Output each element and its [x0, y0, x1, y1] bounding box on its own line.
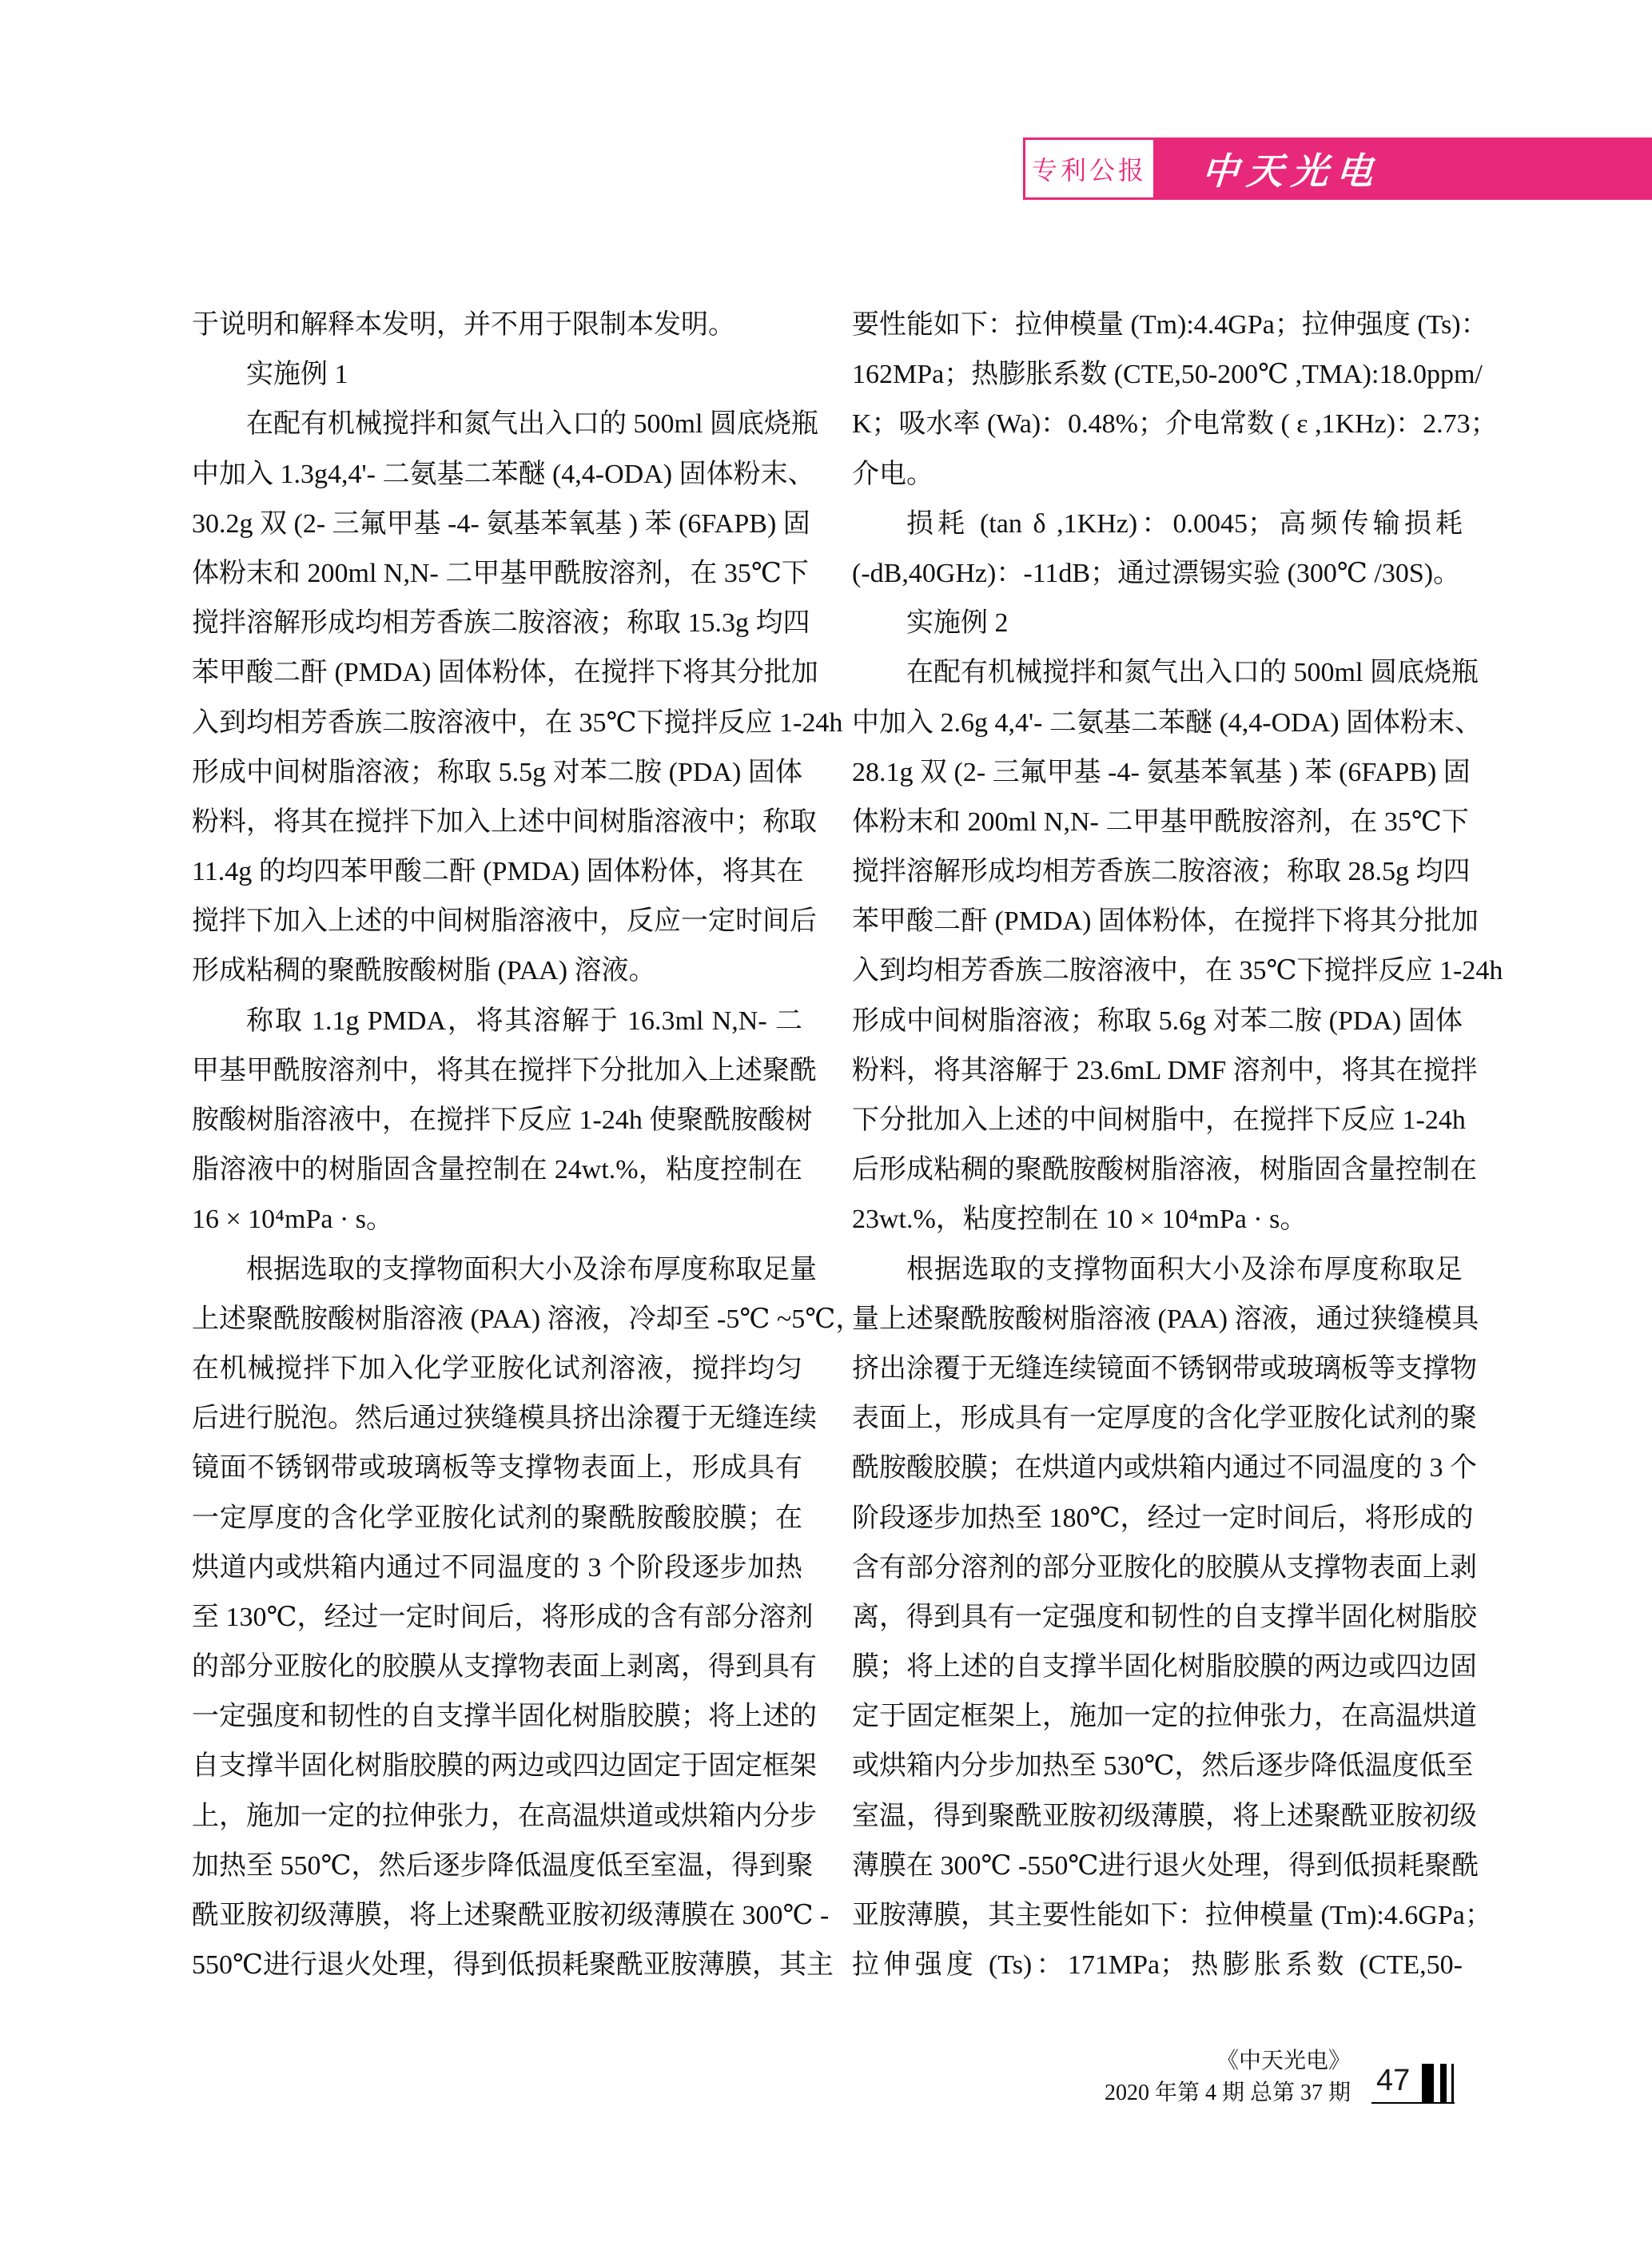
text-line: 162MPa；热膨胀系数 (CTE,50-200℃ ,TMA):18.0ppm/ [852, 360, 1483, 390]
text-line: 含有部分溶剂的部分亚胺化的胶膜从支撑物表面上剥 [852, 1552, 1477, 1583]
brand-bar [1156, 137, 1652, 200]
text-line: 上，施加一定的拉伸张力，在高温烘道或烘箱内分步 [192, 1801, 817, 1831]
text-line: 称取 1.1g PMDA，将其溶解于 16.3ml N,N- 二 [246, 1006, 802, 1036]
text-line: 后形成粘稠的聚酰胺酸树脂溶液，树脂固含量控制在 [852, 1155, 1477, 1185]
text-line: 实施例 1 [246, 360, 348, 390]
gazette-label: 专利公报 [1031, 156, 1147, 185]
text-line: 23wt.%，粘度控制在 10 × 10⁴mPa · s。 [852, 1205, 1308, 1235]
text-line: 实施例 2 [906, 608, 1009, 639]
text-line: 在配有机械搅拌和氮气出入口的 500ml 圆底烧瓶 [906, 658, 1479, 688]
text-line: 脂溶液中的树脂固含量控制在 24wt.%，粘度控制在 [192, 1155, 802, 1185]
text-line: 酰胺酸胶膜；在烘道内或烘箱内通过不同温度的 3 个 [852, 1453, 1477, 1483]
text-line: 胺酸树脂溶液中，在搅拌下反应 1-24h 使聚酰胺酸树 [192, 1105, 813, 1135]
text-line: 粉料，将其在搅拌下加入上述中间树脂溶液中；称取 [192, 806, 817, 837]
text-line: 体粉末和 200ml N,N- 二甲基甲酰胺溶剂，在 35℃下 [192, 558, 809, 588]
text-line: 拉伸强度 (Ts)：171MPa；热膨胀系数 (CTE,50- [852, 1950, 1463, 1981]
text-line: (-dB,40GHz)：-11dB；通过漂锡实验 (300℃ /30S)。 [852, 558, 1461, 588]
text-line: 后进行脱泡。然后通过狭缝模具挤出涂覆于无缝连续 [192, 1404, 817, 1434]
text-line: 上述聚酰胺酸树脂溶液 (PAA) 溶液，冷却至 -5℃ ~5℃， [192, 1304, 863, 1334]
binding-bar-icon [1440, 2064, 1447, 2103]
text-line: 一定厚度的含化学亚胺化试剂的聚酰胺酸胶膜；在 [192, 1503, 802, 1533]
text-line: 的部分亚胺化的胶膜从支撑物表面上剥离，得到具有 [192, 1652, 817, 1682]
text-line: 搅拌下加入上述的中间树脂溶液中，反应一定时间后 [192, 906, 817, 937]
text-line: 在配有机械搅拌和氮气出入口的 500ml 圆底烧瓶 [246, 409, 818, 440]
text-line: 在机械搅拌下加入化学亚胺化试剂溶液，搅拌均匀 [192, 1353, 802, 1384]
text-line: 形成粘稠的聚酰胺酸树脂 (PAA) 溶液。 [192, 956, 656, 986]
text-line: 根据选取的支撑物面积大小及涂布厚度称取足量 [246, 1254, 817, 1284]
text-line: 量上述聚酰胺酸树脂溶液 (PAA) 溶液，通过狭缝模具 [852, 1304, 1479, 1334]
text-line: 11.4g 的均四苯甲酸二酐 (PMDA) 固体粉体，将其在 [192, 857, 804, 887]
text-line: 加热至 550℃，然后逐步降低温度低至室温，得到聚 [192, 1850, 814, 1881]
text-line: 烘道内或烘箱内通过不同温度的 3 个阶段逐步加热 [192, 1552, 802, 1583]
text-line: 离，得到具有一定强度和韧性的自支撑半固化树脂胶 [852, 1602, 1477, 1632]
text-line: 表面上，形成具有一定厚度的含化学亚胺化试剂的聚 [852, 1404, 1477, 1434]
binding-bar-icon [1422, 2064, 1434, 2103]
binding-bar-icon [1451, 2064, 1454, 2103]
text-line: 苯甲酸二酐 (PMDA) 固体粉体，在搅拌下将其分批加 [192, 658, 818, 688]
text-line: 于说明和解释本发明，并不用于限制本发明。 [192, 310, 735, 340]
text-line: 阶段逐步加热至 180℃，经过一定时间后，将形成的 [852, 1503, 1474, 1533]
text-line: 薄膜在 300℃ -550℃进行退火处理，得到低损耗聚酰 [852, 1850, 1479, 1881]
text-line: 自支撑半固化树脂胶膜的两边或四边固定于固定框架 [192, 1751, 817, 1782]
text-line: 下分批加入上述的中间树脂中，在搅拌下反应 1-24h [852, 1105, 1466, 1135]
text-line: 损耗 (tan δ ,1KHz)：0.0045；高频传输损耗 [906, 508, 1463, 539]
text-column-left [192, 301, 863, 1990]
text-line: 中加入 2.6g 4,4'- 二氨基二苯醚 (4,4-ODA) 固体粉末、 [852, 707, 1483, 738]
text-line: 苯甲酸二酐 (PMDA) 固体粉体，在搅拌下将其分批加 [852, 906, 1479, 937]
text-line: 或烘箱内分步加热至 530℃，然后逐步降低温度低至 [852, 1751, 1474, 1782]
text-line: 一定强度和韧性的自支撑半固化树脂胶膜；将上述的 [192, 1702, 817, 1732]
text-line: 介电。 [852, 459, 933, 489]
text-line: 16 × 10⁴mPa · s。 [192, 1205, 394, 1235]
text-line: 30.2g 双 (2- 三氟甲基 -4- 氨基苯氧基 ) 苯 (6FAPB) 固 [192, 508, 810, 539]
gazette-label-box [1023, 137, 1156, 200]
text-line: 形成中间树脂溶液；称取 5.6g 对苯二胺 (PDA) 固体 [852, 1006, 1463, 1036]
text-line: 室温，得到聚酰亚胺初级薄膜，将上述聚酰亚胺初级 [852, 1801, 1477, 1831]
text-line: 550℃进行退火处理，得到低损耗聚酰亚胺薄膜，其主 [192, 1950, 834, 1981]
text-line: 体粉末和 200ml N,N- 二甲基甲酰胺溶剂，在 35℃下 [852, 806, 1469, 837]
text-line: 入到均相芳香族二胺溶液中，在 35℃下搅拌反应 1-24h [192, 707, 843, 738]
text-line: 搅拌溶解形成均相芳香族二胺溶液；称取 28.5g 均四 [852, 857, 1471, 887]
text-line: 甲基甲酰胺溶剂中，将其在搅拌下分批加入上述聚酰 [192, 1055, 817, 1085]
text-line: 亚胺薄膜，其主要性能如下：拉伸模量 (Tm):4.6GPa； [852, 1901, 1492, 1930]
text-line: 中加入 1.3g4,4'- 二氨基二苯醚 (4,4-ODA) 固体粉末、 [192, 459, 815, 489]
text-line: 酰亚胺初级薄膜，将上述聚酰亚胺初级薄膜在 300℃ - [192, 1901, 830, 1930]
text-line: 搅拌溶解形成均相芳香族二胺溶液；称取 15.3g 均四 [192, 608, 810, 639]
text-line: K；吸水率 (Wa)：0.48%；介电常数 ( ε ,1KHz)：2.73； [852, 409, 1498, 440]
text-line: 形成中间树脂溶液；称取 5.5g 对苯二胺 (PDA) 固体 [192, 757, 802, 787]
text-line: 定于固定框架上，施加一定的拉伸张力，在高温烘道 [852, 1702, 1477, 1732]
text-line: 28.1g 双 (2- 三氟甲基 -4- 氨基苯氧基 ) 苯 (6FAPB) 固 [852, 757, 1471, 787]
footer-issue-info: 2020 年第 4 期 总第 37 期 [1104, 2081, 1351, 2105]
text-line: 镜面不锈钢带或玻璃板等支撑物表面上，形成具有 [192, 1453, 802, 1483]
text-line: 要性能如下：拉伸模量 (Tm):4.4GPa；拉伸强度 (Ts)： [852, 310, 1488, 340]
brand-logotype: 中天光电 [1200, 151, 1383, 192]
text-line: 膜；将上述的自支撑半固化树脂胶膜的两边或四边固 [852, 1652, 1477, 1682]
text-line: 至 130℃，经过一定时间后，将形成的含有部分溶剂 [192, 1602, 814, 1632]
text-line: 挤出涂覆于无缝连续镜面不锈钢带或玻璃板等支撑物 [852, 1353, 1477, 1384]
text-column-right [852, 301, 1503, 1990]
page-number: 47 [1376, 2064, 1411, 2097]
text-line: 入到均相芳香族二胺溶液中，在 35℃下搅拌反应 1-24h [852, 956, 1503, 986]
text-line: 粉料，将其溶解于 23.6mL DMF 溶剂中，将其在搅拌 [852, 1055, 1478, 1085]
text-line: 根据选取的支撑物面积大小及涂布厚度称取足 [906, 1254, 1463, 1284]
footer-journal-title: 《中天光电》 [1216, 2049, 1351, 2073]
